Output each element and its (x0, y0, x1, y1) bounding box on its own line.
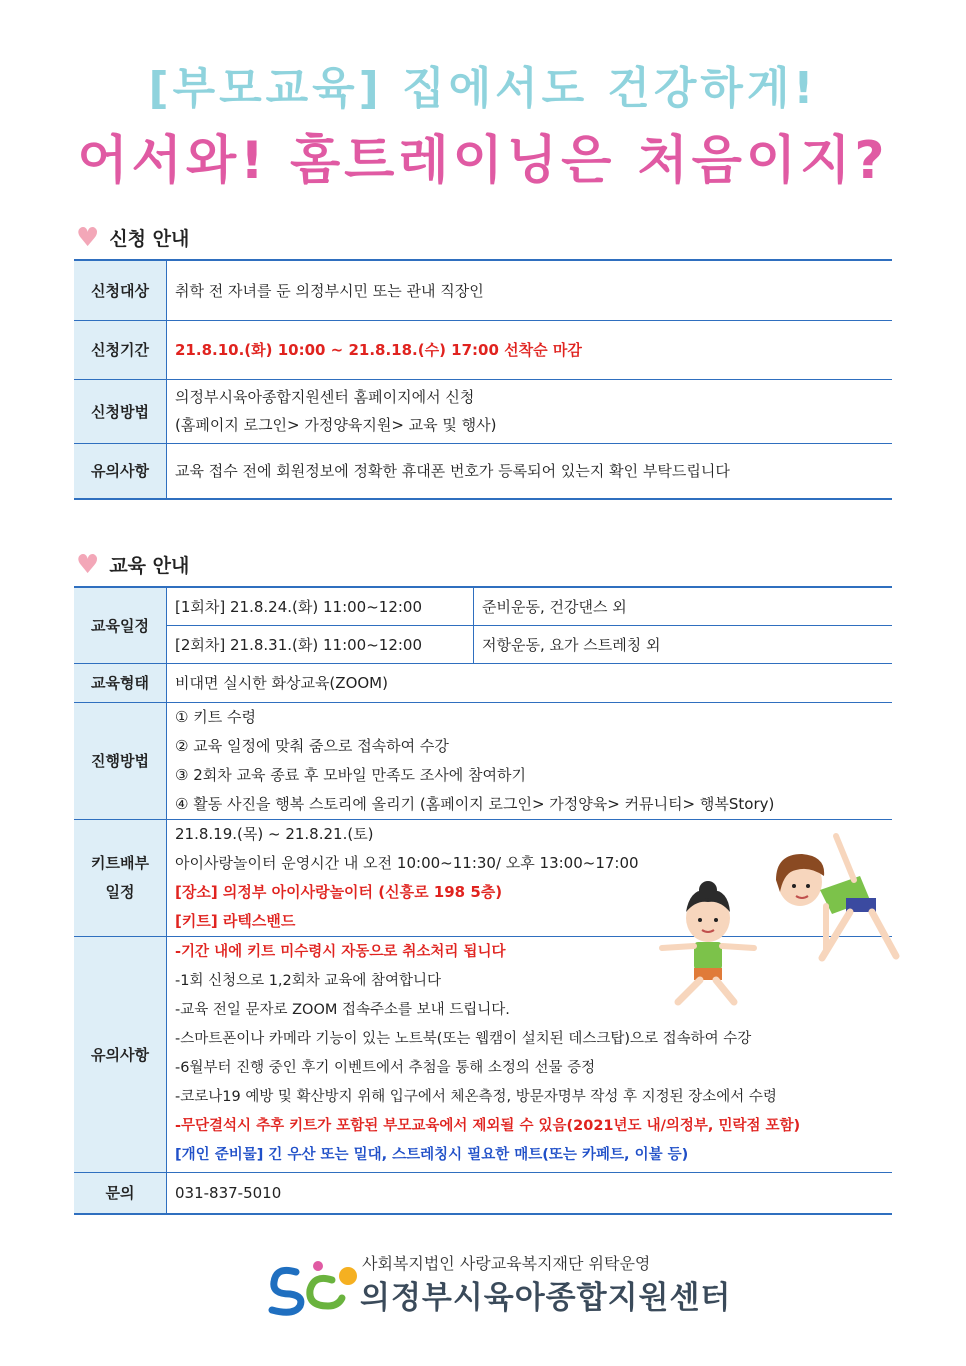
apply-info-table (74, 259, 892, 500)
list-item: [장소] 의정부 아이사랑놀이터 (신흥로 198 5층) (175, 882, 503, 901)
row-label: 문의 (74, 1172, 167, 1214)
row-value: 교육 접수 전에 회원정보에 정확한 휴대폰 번호가 등록되어 있는지 확인 부탁드립니다 (167, 443, 893, 499)
schedule-content: 저항운동, 요가 스트레칭 외 (474, 625, 893, 663)
footer-operator: 사회복지법인 사랑교육복지재단 위탁운영 (362, 1254, 651, 1273)
list-item: ① 키트 수령 (175, 707, 256, 726)
section-heading-apply: ♥ 신청 안내 (76, 222, 190, 253)
child-stretch-icon (776, 836, 896, 958)
list-item: 아이사랑놀이터 운영시간 내 오전 10:00~11:30/ 오후 13:00~17:00 (175, 853, 639, 872)
table-row (74, 443, 892, 499)
table-row (74, 663, 892, 702)
table-row (74, 320, 892, 379)
apply-period: 21.8.10.(화) 10:00 ~ 21.8.18.(수) 17:00 선착순 마감 (167, 320, 893, 379)
row-label: 교육형태 (74, 663, 167, 702)
list-item: -기간 내에 키트 미수령시 자동으로 취소처리 됩니다 (175, 944, 506, 960)
list-item: [개인 준비물] 긴 우산 또는 밀대, 스트레칭시 필요한 매트(또는 카페트, 이불 등) (175, 1147, 689, 1163)
row-label: 신청방법 (74, 379, 167, 443)
schedule-content: 준비운동, 건강댄스 외 (474, 587, 893, 625)
row-value: 비대면 실시한 화상교육(ZOOM) (167, 663, 893, 702)
table-row (74, 379, 892, 443)
schedule-session: [2회차] 21.8.31.(화) 11:00~12:00 (167, 625, 474, 663)
list-item: -무단결석시 추후 키트가 포함된 부모교육에서 제외될 수 있음(2021년도 내/의정부, 민락점 포함) (175, 1118, 801, 1134)
footer-center-name: 의정부시육아종합지원센터 (360, 1280, 732, 1316)
list-item: -교육 전일 문자로 ZOOM 접속주소를 보내 드립니다. (175, 1002, 510, 1018)
row-label: 진행방법 (74, 702, 167, 819)
contact-phone: 031-837-5010 (167, 1172, 893, 1214)
table-row (74, 702, 892, 819)
child-yoga-icon (662, 881, 754, 1002)
row-value: 취학 전 자녀를 둔 의정부시민 또는 관내 직장인 (167, 260, 893, 320)
schedule-session: [1회차] 21.8.24.(화) 11:00~12:00 (167, 587, 474, 625)
title-top: [부모교육] 집에서도 건강하게! (148, 63, 818, 114)
center-logo-icon (266, 1258, 362, 1316)
row-label: 신청기간 (74, 320, 167, 379)
row-label: 신청대상 (74, 260, 167, 320)
table-row (74, 260, 892, 320)
kids-exercise-illustration (650, 830, 910, 1010)
row-label: 교육일정 (74, 587, 167, 663)
row-label: 유의사항 (74, 936, 167, 1172)
row-value: 의정부시육아종합지원센터 홈페이지에서 신청 (홈페이지 로그인> 가정양육지원> 교육 및 행사) (167, 379, 893, 443)
table-row (74, 1172, 892, 1214)
list-item: 21.8.19.(목) ~ 21.8.21.(토) (175, 824, 374, 843)
table-row (74, 625, 892, 663)
list-item: -스마트폰이나 카메라 기능이 있는 노트북(또는 웹캠이 설치된 데스크탑)으로 접속하여 수강 (175, 1031, 752, 1047)
heart-icon: ♥ (76, 222, 100, 253)
table-row (74, 587, 892, 625)
list-item: ③ 2회차 교육 종료 후 모바일 만족도 조사에 참여하기 (175, 765, 526, 784)
row-label: 유의사항 (74, 443, 167, 499)
list-item: ② 교육 일정에 맞춰 줌으로 접속하여 수강 (175, 736, 449, 755)
list-item: ④ 활동 사진을 행복 스토리에 올리기 (홈페이지 로그인> 가정양육> 커뮤니티> 행복Story) (175, 794, 775, 813)
list-item: -코로나19 예방 및 확산방지 위해 입구에서 체온측정, 방문자명부 작성 후 지정된 장소에서 수령 (175, 1089, 777, 1105)
row-label: 키트배부 일정 (74, 819, 167, 936)
section-heading-edu: ♥ 교육 안내 (76, 549, 190, 580)
method-list (167, 702, 893, 819)
title-main: 어서와! 홈트레이닝은 처음이지? (77, 131, 889, 191)
list-item: -1회 신청으로 1,2회차 교육에 참여합니다 (175, 973, 442, 989)
list-item: -6월부터 진행 중인 후기 이벤트에서 추첨을 통해 소정의 선물 증정 (175, 1060, 596, 1076)
heart-icon: ♥ (76, 549, 100, 580)
list-item: [키트] 라텍스밴드 (175, 911, 296, 930)
